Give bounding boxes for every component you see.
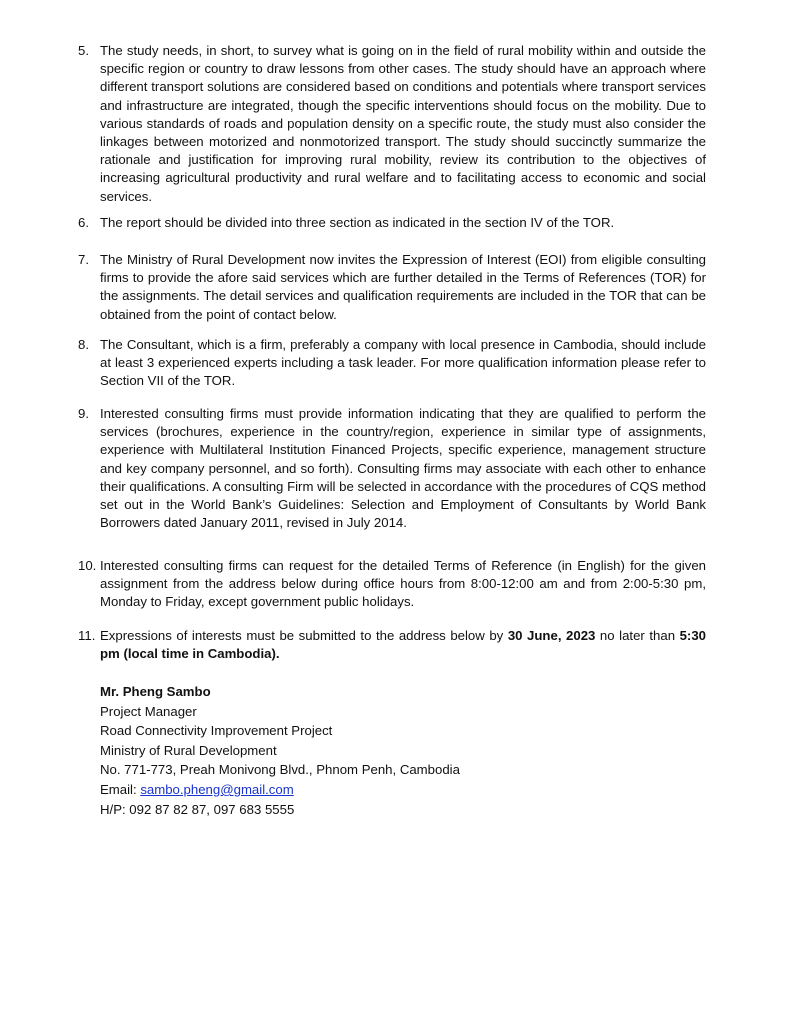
deadline-date: 30 June, 2023 — [507, 628, 596, 643]
email-link[interactable]: sambo.pheng@gmail.com — [140, 781, 294, 797]
item-text: The study needs, in short, to survey what is going on in the field of rural mobility within and outside the specific region or country to draw lessons from other cases. The study should have an approach where different transport solutions are considered based on conditions and potentials where transport services and infrastructure are integrated, though the specific interventions should focus on the mobility. Due to various standards of roads and population density on a specific route, the study must also consider the linkages between motorized and nonmotorized transport. The study should succinctly summarize the rationale and justification for improving rural mobility, review its contribution to the objectives of increasing agricultural productivity and rural welfare and to facilitating access to economic and social services. — [100, 43, 706, 204]
contact-project: Road Connectivity Improvement Project — [100, 723, 333, 739]
item-number: 7. — [78, 252, 89, 267]
item-number: 11. — [78, 628, 96, 643]
item-text: The Consultant, which is a firm, preferably a company with local presence in Cambodia, should include at least 3 experienced experts including a task leader. For more qualification information please refer to Section VII of the TOR. — [100, 337, 706, 389]
contact-ministry: Ministry of Rural Development — [100, 742, 277, 758]
item-text — [100, 627, 706, 663]
contact-title: Project Manager — [100, 703, 197, 719]
contact-name: Mr. Pheng Sambo — [100, 684, 211, 699]
contact-email-line — [100, 780, 460, 800]
list-item-11 — [78, 627, 706, 663]
item-text: The Ministry of Rural Development now invites the Expression of Interest (EOI) from eligible consulting firms to provide the afore said services which are further detailed in the Terms of References (TOR) for the assignments. The detail services and qualification requirements are included in the TOR that can be obtained from the point of contact below. — [100, 252, 706, 322]
item-number: 9. — [78, 406, 89, 421]
item-number: 5. — [78, 43, 89, 58]
item-text: Interested consulting firms must provide information indicating that they are qualified to perform the services (brochures, experience in the country/region, experience in similar type of assignments, experience with Multilateral Institution Financed Projects, specific experience, management structure and key company personnel, and so forth). Consulting firms may associate with each other to enhance their qualifications. A consulting Firm will be selected in accordance with the procedures of CQS method set out in the World Bank’s Guidelines: Selection and Employment of Consultants by World Bank Borrowers dated January 2011, revised in July 2014. — [100, 406, 706, 531]
list-item-7 — [78, 251, 706, 324]
item-text-part: no later than — [595, 628, 680, 643]
contact-block — [100, 682, 460, 819]
list-item-5 — [78, 42, 706, 206]
item-text-part: Expressions of interests must be submitted to the address below by — [100, 628, 508, 643]
item-number: 10. — [78, 558, 97, 573]
deadline-time: 5:30 pm (local time in Cambodia). — [100, 628, 706, 662]
item-text: Interested consulting firms can request for the detailed Terms of Reference (in English) for the given assignment from the address below during office hours from 8:00-12:00 am and from 2:00-5:30 pm, Monday to Friday, except government public holidays. — [100, 558, 706, 610]
list-item-10 — [78, 557, 706, 612]
contact-address: No. 771-773, Preah Monivong Blvd., Phnom Penh, Cambodia — [100, 762, 460, 778]
email-label: Email: — [100, 781, 141, 797]
item-number: 6. — [78, 215, 89, 230]
item-text: The report should be divided into three section as indicated in the section IV of the TOR. — [100, 215, 615, 230]
list-item-9 — [78, 405, 706, 532]
contact-phone: H/P: 092 87 82 87, 097 683 5555 — [100, 801, 295, 817]
list-item-8 — [78, 336, 706, 391]
list-item-6 — [78, 214, 706, 232]
item-number: 8. — [78, 337, 89, 352]
